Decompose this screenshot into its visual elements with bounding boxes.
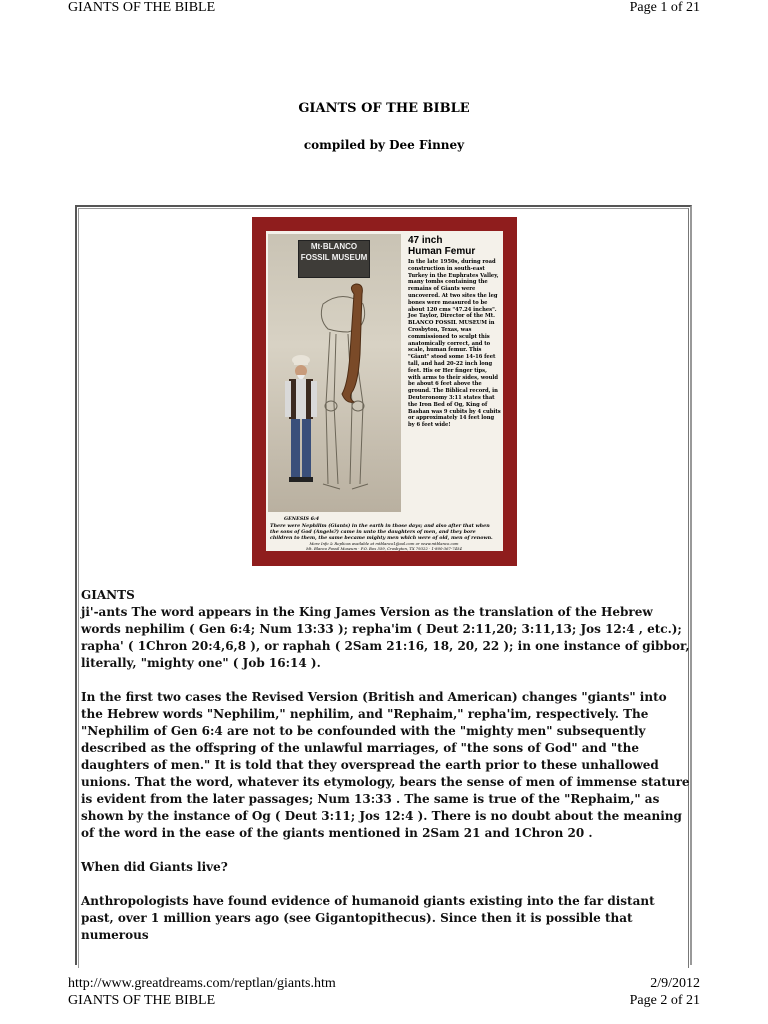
poster-heading-line-1: 47 inch xyxy=(408,235,443,246)
header-title: GIANTS OF THE BIBLE xyxy=(68,0,216,15)
poster-heading-line-2: Human Femur xyxy=(408,246,476,257)
femur-bone xyxy=(342,284,362,402)
document-title: GIANTS OF THE BIBLE xyxy=(298,101,470,116)
footer-title: GIANTS OF THE BIBLE xyxy=(68,993,216,1008)
poster-footer-line-1: More Info & Replicas available at mtblanco1@aol.com or www.mtblanco.com xyxy=(309,541,459,546)
poster-footer xyxy=(270,542,498,551)
subheading-when-did-giants-live: When did Giants live? xyxy=(81,860,228,874)
poster-caption: There were Nephilim (Giants) in the earth in those days; and also after that when the sons of God (Angels?) came in unto the daughters of men, and they bore children to them, the same became mighty men which were of old, men of renown. xyxy=(270,523,493,541)
document-author: compiled by Dee Finney xyxy=(303,138,465,152)
sign-line-2: FOSSIL MUSEUM xyxy=(300,253,368,262)
femur-illustration xyxy=(268,234,401,512)
femur-poster-image xyxy=(252,217,517,566)
poster-panel xyxy=(266,231,503,551)
paragraph-definition: ji'-ants The word appears in the King James Version as the translation of the Hebrew words nephilim ( Gen 6:4; Num 13:33 ); repha'im ( Deut 2:11,20; 3:11,13; Jos 12:4 , etc.); rapha' ( 1Chron 20:4,6,8 ), or raphah ( 2Sam 21:16, 18, 20, 22 ); in one instance of gibbor, literally, "mighty one" ( Job 16:14 ). xyxy=(81,605,690,670)
poster-photo xyxy=(268,234,401,512)
poster-body-text: In the late 1950s, during road construction in south-east Turkey in the Euphrates Valley, many tombs containing the remains of Giants were uncovered. At two sites the leg bones were measured to be about 120 cms "47.24 inches". Joe Taylor, Director of the Mt. BLANCO FOSSIL MUSEUM in Crosbyton, Texas, was commissioned to sculpt this anatomically correct, and to scale, human femur. This "Giant" stood some 14-16 feet tall, and had 20-22 inch long feet. His or Her finger tips, with arms to their sides, would be about 6 feet above the ground. The Biblical record, in Deuteronomy 3:11 states that the Iron Bed of Og, King of Bashan was 9 cubits by 4 cubits or approximately 14 feet long by 6 feet wide! xyxy=(408,259,501,429)
section-heading: GIANTS xyxy=(81,588,135,602)
footer-date: 2/9/2012 xyxy=(650,976,700,991)
man-figure xyxy=(285,355,317,482)
article-body xyxy=(81,587,690,944)
footer-url: http://www.greatdreams.com/reptlan/giants.htm xyxy=(68,976,336,991)
paragraph-anthropologists: Anthropologists have found evidence of humanoid giants existing into the far distant past, over 1 million years ago (see Gigantopithecus). Since then it is possible that numerous xyxy=(81,894,655,942)
footer-page-number: Page 2 of 21 xyxy=(629,993,700,1008)
sign-line-1: Mt·BLANCO xyxy=(310,242,358,251)
paragraph-revised-version: In the first two cases the Revised Version (British and American) changes "giants" into the Hebrew words "Nephilim," nephilim, and "Rephaim," repha'im, respectively. The "Nephilim of Gen 6:4 are not to be confounded with the "mighty men" subsequently described as the offspring of the unlawful marriages, of "the sons of God" and "the daughters of men." It is told that they overspread the earth prior to these unhallowed unions. That the word, whatever its etymology, bears the sense of men of immense stature is evident from the later passages; Num 13:33 . The same is true of the "Rephaim," as shown by the instance of Og ( Deut 3:11; Jos 12:4 ). There is no doubt about the meaning of the word in the ease of the giants mentioned in 2Sam 21 and 1Chron 20 . xyxy=(81,690,690,840)
poster-footer-line-2: Mt. Blanco Fossil Museum · P.O. Box 559, Crosbyton, TX 79322 · 1-800-367-7454 xyxy=(306,545,462,551)
poster-heading xyxy=(408,235,503,257)
poster-caption-heading: GENESIS 6:4 xyxy=(284,516,320,522)
header-page-number: Page 1 of 21 xyxy=(629,0,700,15)
